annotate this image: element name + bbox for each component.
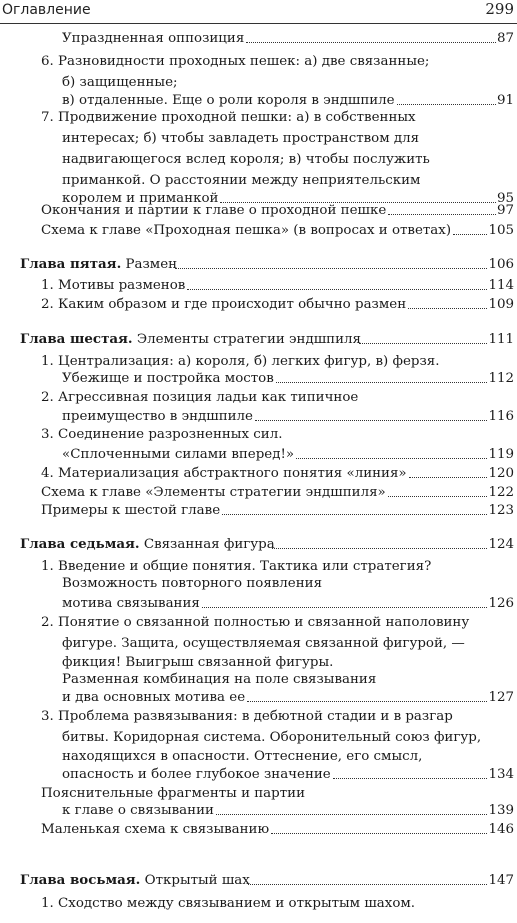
toc-page-number: 127 (488, 690, 514, 705)
toc-entry-text (62, 444, 294, 465)
toc-entry-text (62, 800, 214, 821)
toc-entry-text (62, 28, 244, 49)
toc-title-line: Упраздненная оппозиция (62, 31, 245, 46)
dot-leader (202, 607, 488, 608)
toc-title-line: «Сплоченными силами вперед!» (62, 447, 295, 462)
dot-leader (397, 104, 496, 105)
toc-entry-text (41, 706, 453, 727)
toc-title-line: Окончания и партии к главе о проходной пешке (41, 203, 387, 218)
toc-title-line: находящихся в опасности. Оттеснение, его смысл, (62, 749, 423, 764)
toc-entry-text (62, 687, 245, 708)
toc-page-number: 112 (488, 371, 514, 386)
dot-leader (255, 420, 487, 421)
toc-title-line: Маленькая схема к связыванию (41, 822, 270, 837)
toc-entry-text (41, 500, 220, 521)
toc-entry-text (41, 107, 416, 128)
toc-entry-text (62, 727, 481, 748)
toc-entry-text (62, 593, 200, 614)
toc-title-line: Пояснительные фрагменты и партии (41, 786, 305, 801)
toc-entry-text (41, 424, 282, 445)
dot-leader (409, 477, 488, 478)
toc-title-line: 3. Проблема развязывания: в дебютной стадии и в разгар (41, 709, 453, 724)
toc-entry-text (62, 368, 274, 389)
toc-page-number: 122 (488, 485, 514, 500)
toc-page-number: 147 (488, 873, 514, 888)
toc-entry-text (41, 51, 429, 72)
toc-title-line: фигуре. Защита, осуществляемая связанной фигурой, — (62, 636, 465, 651)
dot-leader (453, 234, 487, 235)
running-title: Оглавление (2, 2, 91, 18)
toc-title-line: надвигающегося вслед короля; в) чтобы послужить (62, 152, 430, 167)
toc-page-number: 109 (488, 297, 514, 312)
toc-title-line: битвы. Коридорная система. Оборонительный союз фигур, (62, 730, 482, 745)
toc-title-line: 1. Мотивы разменов (41, 278, 186, 293)
toc-title-line: 4. Материализация абстрактного понятия «линия» (41, 466, 407, 481)
toc-entry-text (20, 870, 250, 891)
dot-leader (296, 458, 487, 459)
toc-page-number: 134 (488, 767, 514, 782)
toc-title-line: и два основных мотива ее (62, 690, 246, 705)
toc-page-number: 106 (488, 257, 514, 272)
dot-leader (333, 778, 488, 779)
toc-page-number: 111 (488, 332, 514, 347)
toc-title-line: 1. Сходство между связыванием и открытым шахом. (41, 896, 416, 911)
toc-title-line: Открытый шах (144, 873, 250, 888)
toc-title-line: Размен (125, 257, 178, 272)
toc-page-number: 139 (488, 803, 514, 818)
toc-page-number: 120 (488, 466, 514, 481)
dot-leader (276, 382, 488, 383)
toc-title-line: Схема к главе «Проходная пешка» (в вопросах и ответах) (41, 223, 452, 238)
toc-title-line: б) защищенные; (62, 75, 178, 90)
toc-title-line: Примеры к шестой главе (41, 503, 221, 518)
toc-page-number: 116 (488, 409, 514, 424)
toc-title-line: 3. Соединение разрозненных сил. (41, 427, 283, 442)
toc-entry-text (62, 573, 322, 594)
toc-entry-text (41, 200, 386, 221)
dot-leader (175, 268, 488, 269)
toc-title-line: 6. Разновидности проходных пешек: а) две связанные; (41, 54, 430, 69)
toc-title-line: мотива связывания (62, 596, 200, 611)
toc-title-line: Разменная комбинация на поле связывания (62, 672, 377, 687)
toc-entry-text (62, 764, 331, 785)
chapter-label: Глава пятая. (20, 256, 122, 272)
toc-title-line: Связанная фигура (143, 537, 275, 552)
toc-page-number: 146 (488, 822, 514, 837)
toc-entry-text (20, 254, 177, 275)
toc-page-number: 124 (488, 537, 514, 552)
chapter-label: Глава восьмая. (20, 872, 141, 888)
toc-entry-text (41, 220, 451, 241)
toc-page-number: 123 (488, 503, 514, 518)
toc-entry-text (62, 633, 465, 654)
toc-title-line: Убежище и постройка мостов (62, 371, 274, 386)
toc-entry-text (20, 534, 275, 555)
toc-title-line: опасность и более глубокое значение (62, 767, 331, 782)
toc-page-number: 114 (488, 278, 514, 293)
toc-title-line: королем и приманкой (62, 191, 219, 206)
dot-leader (271, 833, 487, 834)
toc-title-line: Схема к главе «Элементы стратегии эндшпиля» (41, 485, 386, 500)
dot-leader (272, 548, 487, 549)
toc-title-line: 1. Введение и общие понятия. Тактика или стратегия? (41, 559, 432, 574)
toc-page-number: 91 (496, 93, 514, 108)
toc-page-number: 87 (496, 31, 514, 46)
page-number: 299 (485, 0, 514, 18)
toc-title-line: к главе о связывании (62, 803, 214, 818)
toc-entry-text (20, 329, 361, 350)
toc-title-line: 1. Централизация: а) короля, б) легких фигур, в) ферзя. (41, 354, 440, 369)
toc-page-number: 97 (496, 203, 514, 218)
chapter-label: Глава шестая. (20, 331, 133, 347)
toc-page-number: 126 (488, 596, 514, 611)
dot-leader (388, 496, 488, 497)
toc-title-line: 2. Понятие о связанной полностью и связанной наполовину (41, 615, 470, 630)
dot-leader (216, 814, 488, 815)
toc-entry-text (41, 387, 358, 408)
toc-page-number: 95 (496, 191, 514, 206)
toc-title-line: Элементы стратегии эндшпиля (136, 332, 361, 347)
toc-page-number: 105 (488, 223, 514, 238)
toc-entry-text (41, 275, 185, 296)
toc-entry-text (62, 128, 419, 149)
dot-leader (246, 42, 496, 43)
toc-entry-text (41, 463, 407, 484)
dot-leader (248, 884, 488, 885)
toc-title-line: 2. Каким образом и где происходит обычно размен (41, 297, 407, 312)
toc-title-line: преимущество в эндшпиле (62, 409, 253, 424)
toc-entry-text (41, 893, 415, 914)
toc-title-line: фикция! Выигрыш связанной фигуры. (62, 655, 334, 670)
toc-entry-text (41, 819, 269, 840)
dot-leader (187, 289, 487, 290)
toc-title-line: 7. Продвижение проходной пешки: а) в собственных (41, 110, 416, 125)
toc-page-number: 119 (488, 447, 514, 462)
dot-leader (222, 514, 487, 515)
page-header (0, 0, 517, 24)
dot-leader (247, 701, 487, 702)
toc-title-line: в) отдаленные. Еще о роли короля в эндшпиле (62, 93, 395, 108)
toc-entry-text (41, 612, 469, 633)
chapter-label: Глава седьмая. (20, 536, 140, 552)
toc-title-line: Возможность повторного появления (62, 576, 323, 591)
dot-leader (408, 308, 487, 309)
dot-leader (359, 343, 488, 344)
toc-title-line: приманкой. О расстоянии между неприятельским (62, 173, 421, 188)
toc-entry-text (41, 294, 406, 315)
dot-leader (388, 214, 496, 215)
toc-entry-text (62, 149, 430, 170)
toc-title-line: интересах; б) чтобы завладеть пространством для (62, 131, 420, 146)
toc-title-line: 2. Агрессивная позиция ладьи как типичное (41, 390, 359, 405)
header-rule (0, 23, 517, 24)
